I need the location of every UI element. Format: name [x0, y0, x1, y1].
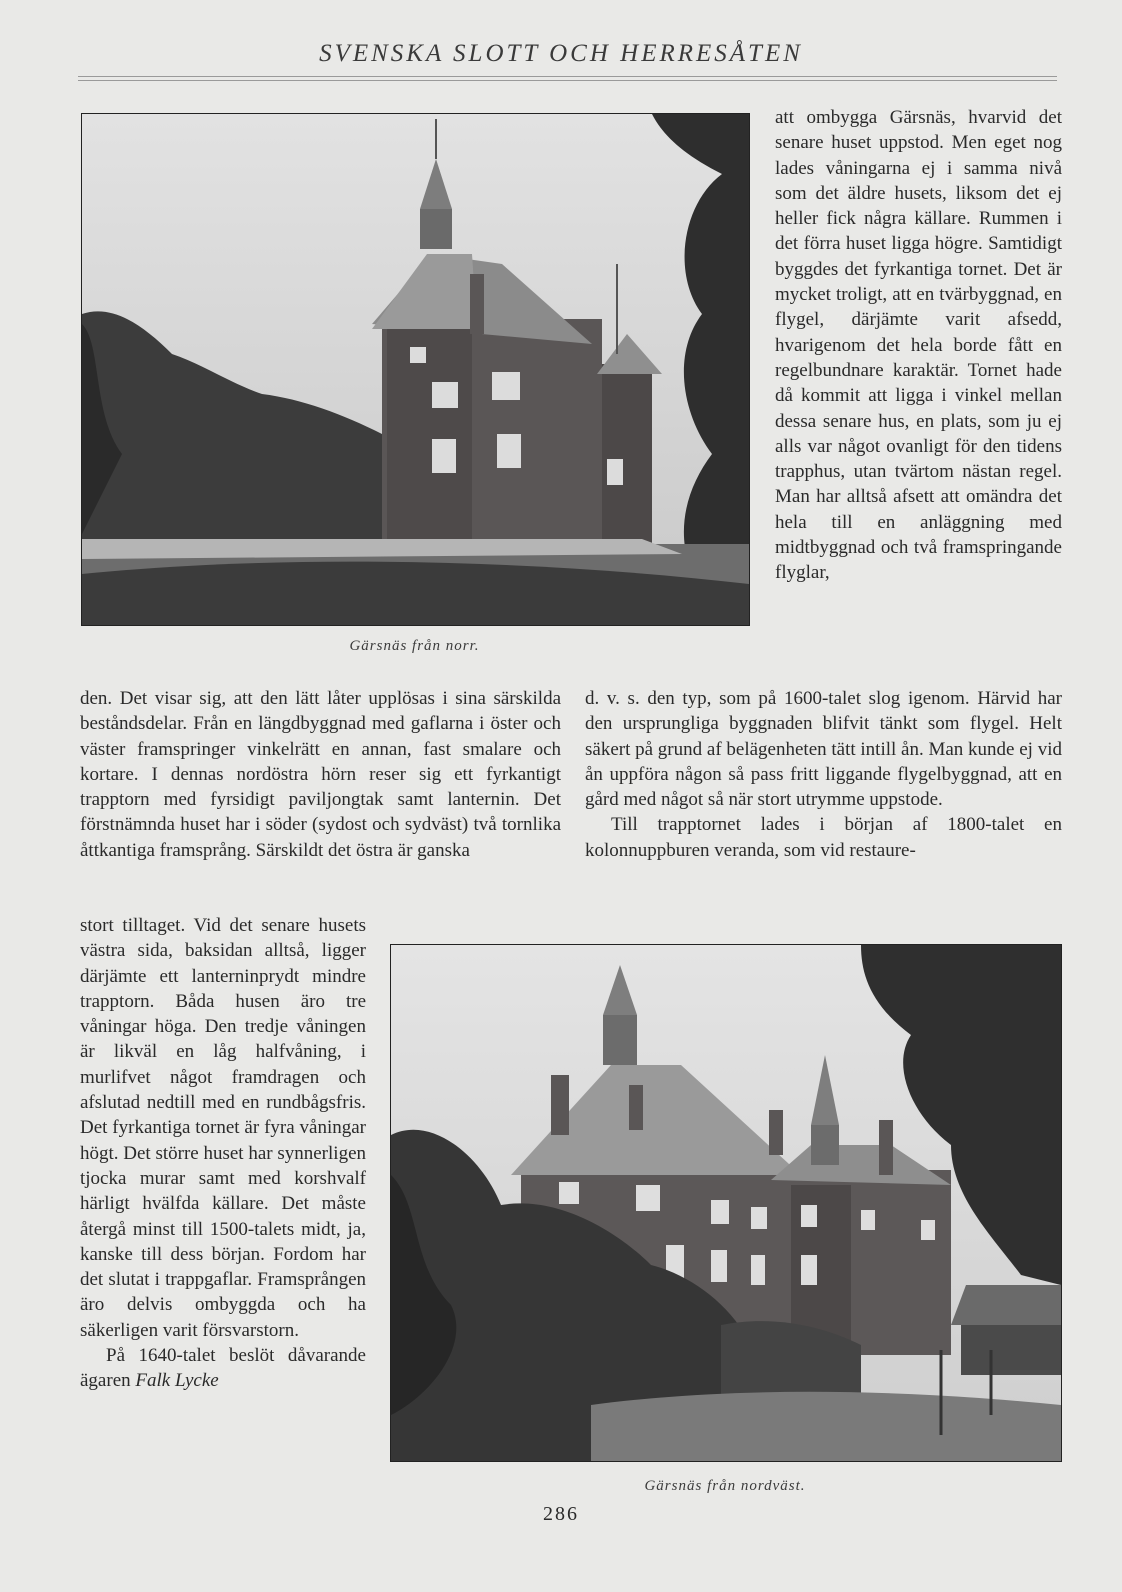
paragraph: stort tilltaget. Vid det senare husets västra sida, baksidan alltså, ligger därjämte ett lanterninprydt mindre trapptorn. Båda husen äro tre våningar höga. Den tredje våningen är likväl en låg halfvåning, i murlifvet något framdragen och afslutad nedtill med en rundbågsfris. Det fyrkantiga tornet är fyra våningar högt. Det större huset har synnerligen tjocka murar samt med korshvalf härligt hvälfda källare. Det måste återgå minst till 1500-talets midt, ja, kanske till dess början. Fordom har det slutat i trappgaflar. Framsprången äro delvis ombyggda och ha säkerligen varit försvarstorn. [80, 915, 366, 1341]
page-number: 286 [543, 1503, 579, 1525]
text-left-bottom [80, 913, 366, 1394]
photo-garsnas-north [81, 113, 750, 626]
running-head: SVENSKA SLOTT OCH HERRESÅTEN [319, 40, 803, 67]
paragraph-text: På 1640-talet beslöt dåvarande ägaren [80, 1345, 366, 1392]
owner-name: Falk Lycke [135, 1370, 219, 1392]
photo-garsnas-northwest [390, 944, 1062, 1462]
paragraph: att ombyggа Gärsnäs, hvarvid det senare huset uppstod. Men eget nog lades våningarna ej i samma nivå som det äldre husets, liksom det ej heller fick några källare. Rummen i det förra huset ligga högre. Samtidigt byggdes det fyrkantiga tornet. Det är mycket troligt, att en tvärbyggnad, en flygel, därjämte varit afsedd, hvarigenom det hela borde fått en regelbundnare karaktär. Tornet hade då kommit att ligga i vinkel mellan dessa senare hus, en plats, som ju ej alls var något ovanligt för den tidens trapphus, utan tvärtom nästan regel. Man har alltså afsett att omändra det hela till en anläggning med midtbyggnad och två framspringande flyglar, [775, 107, 1062, 584]
header-rule [78, 76, 1057, 77]
text-right-top [775, 105, 1062, 586]
paragraph [80, 1343, 366, 1394]
paragraph: d. v. s. den typ, som på 1600-talet slog igenom. Härvid har den ursprungliga byggnaden blifvit tänkt som flygel. Helt säkert på grund af belägenheten tätt intill ån. Man kunde ej vid ån uppföra någon så pass fritt liggande flygelbyggnad, att en gård med något så när stort utrymme uppstode. [585, 688, 1062, 811]
text-right-middle [585, 686, 1062, 863]
caption-photo-1: Gärsnäs från norr. [349, 638, 480, 654]
paragraph: den. Det visar sig, att den lätt låter upplösas i sina särskilda beståndsdelar. Från en längdbyggnad med gaflarna i öster och väster framspringer vinkelrätt en annan, fast smalare och kortare. I dennas nordöstra hörn reser sig ett fyrkantigt trapptorn med fyrsidigt paviljongtak samt lanternin. Det förstnämnda huset har i söder (sydost och sydväst) två tornlika åttkantiga framsprång. Särskildt det östra är ganska [80, 688, 561, 861]
header-rule-2 [78, 80, 1057, 81]
paragraph: Till trapptornet lades i början af 1800-talet en kolonnuppburen veranda, som vid restaure- [585, 814, 1062, 861]
text-left-middle [80, 686, 561, 863]
caption-photo-2: Gärsnäs från nordväst. [644, 1478, 806, 1494]
